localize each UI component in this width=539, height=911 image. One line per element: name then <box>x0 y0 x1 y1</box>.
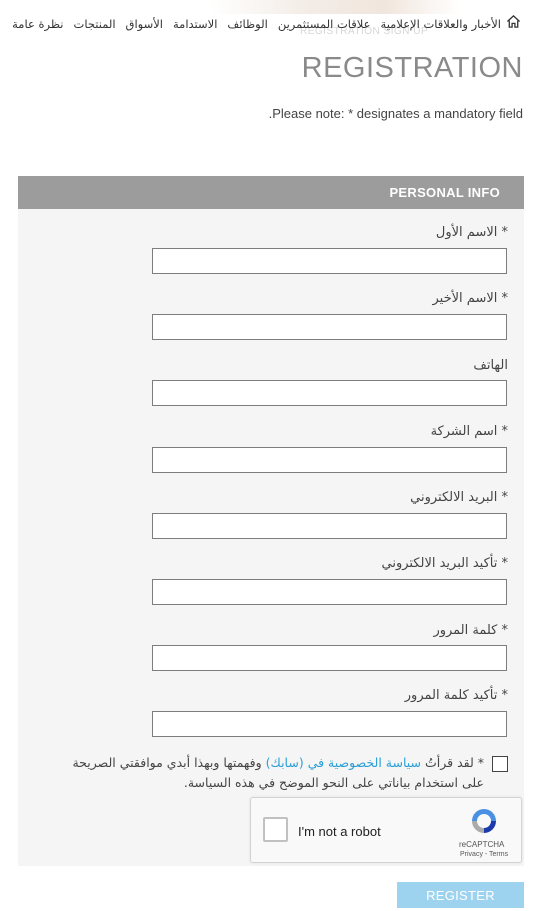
first-name-label: * الاسم الأول <box>435 225 508 240</box>
section-header: PERSONAL INFO <box>18 176 524 209</box>
header-banner-strip <box>210 0 460 14</box>
top-navigation <box>0 0 539 46</box>
header-ghost-text: REGISTRATION SIGN UP <box>300 26 429 37</box>
personal-info-section <box>18 176 524 866</box>
confirm-email-input[interactable] <box>152 579 507 605</box>
nav-item-products[interactable]: المنتجات <box>73 16 116 31</box>
recaptcha-brand: reCAPTCHA <box>459 840 505 849</box>
nav-item-sustainability[interactable]: الاستدامة <box>173 16 218 31</box>
company-name-input[interactable] <box>152 447 507 473</box>
last-name-input[interactable] <box>152 314 507 340</box>
confirm-email-label: * تأكيد البريد الالكتروني <box>381 556 508 571</box>
privacy-policy-link[interactable]: سياسة الخصوصية في (سابك) <box>265 755 422 770</box>
consent-suffix: وفهمتها وبهذا أبدي موافقتي الصريحة على استخدام بياناتي على النحو الموضح في هذه السياسة. <box>72 755 484 790</box>
email-label: * البريد الالكتروني <box>410 490 508 505</box>
page-title: REGISTRATION <box>301 52 523 84</box>
recaptcha-label: I'm not a robot <box>298 824 381 839</box>
consent-prefix: * لقد قرأتُ <box>421 755 484 770</box>
password-input[interactable] <box>152 645 507 671</box>
privacy-consent-text <box>68 753 484 793</box>
company-name-label: * اسم الشركة <box>430 424 508 439</box>
confirm-password-input[interactable] <box>152 711 507 737</box>
nav-item-news[interactable]: الأخبار والعلاقات الإعلامية <box>380 16 501 31</box>
privacy-consent <box>68 753 508 793</box>
nav-item-investors[interactable]: علاقات المستثمرين <box>277 16 371 31</box>
email-input[interactable] <box>152 513 507 539</box>
first-name-input[interactable] <box>152 248 507 274</box>
password-label: * كلمة المرور <box>433 623 508 638</box>
confirm-password-label: * تأكيد كلمة المرور <box>404 688 508 703</box>
recaptcha-checkbox[interactable] <box>263 817 288 842</box>
last-name-label: * الاسم الأخير <box>432 291 508 306</box>
nav-list <box>7 14 521 33</box>
recaptcha-widget <box>250 797 522 863</box>
home-icon[interactable] <box>506 14 521 33</box>
nav-item-markets[interactable]: الأسواق <box>125 16 163 31</box>
phone-label: الهاتف <box>473 358 508 373</box>
phone-input[interactable] <box>152 380 507 406</box>
mandatory-note: .Please note: * designates a mandatory field <box>268 106 523 121</box>
recaptcha-logo-icon <box>469 806 499 836</box>
nav-item-careers[interactable]: الوظائف <box>227 16 268 31</box>
nav-item-overview[interactable]: نظرة عامة <box>12 16 64 31</box>
register-button[interactable]: REGISTER <box>397 882 524 908</box>
privacy-consent-checkbox[interactable] <box>492 756 508 772</box>
recaptcha-terms-link[interactable]: Privacy - Terms <box>460 851 509 858</box>
